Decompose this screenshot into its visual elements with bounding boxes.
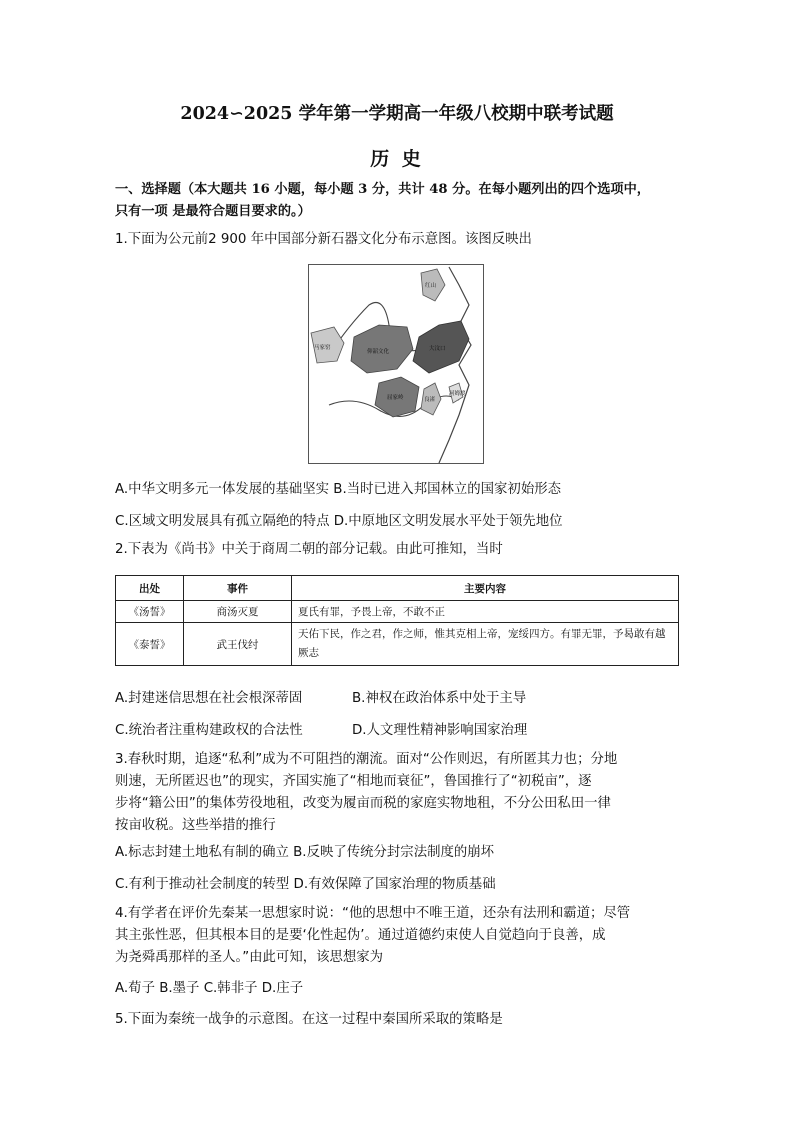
question-1-stem: 1.下面为公元前2 900 年中国部分新石器文化分布示意图。该图反映出: [115, 232, 532, 247]
table-cell: 夏氏有罪，予畏上帝，不敢不正: [292, 601, 679, 623]
question-3-stem: [115, 749, 690, 837]
section-heading-line2: 只有一项 是最符合题目要求的。）: [115, 204, 311, 219]
question-4-stem: [115, 903, 690, 969]
table-row: [116, 623, 679, 666]
table-cell: 天佑下民，作之君，作之师，惟其克相上帝，宠绥四方。有罪无罪，予曷敢有越厥志: [292, 623, 679, 666]
subject-title: 历 史: [370, 148, 424, 170]
question-3-line: 步将“籍公田”的集体劳役地租，改变为履亩而税的家庭实物地租，不分公田私田一律: [115, 796, 611, 811]
table-cell: 武王伐纣: [184, 623, 292, 666]
shangshu-records-table: [115, 575, 679, 666]
question-1-options-line1: A.中华文明多元一体发展的基础坚实 B.当时已进入邦国林立的国家初始形态: [115, 482, 561, 497]
table-cell: 《泰誓》: [116, 623, 184, 666]
map-label-qujialing: 屈家岭: [387, 395, 404, 401]
map-label-majiayao: 马家窑: [314, 345, 331, 351]
question-5-stem: 5.下面为秦统一战争的示意图。在这一过程中秦国所采取的策略是: [115, 1012, 503, 1027]
question-3-options-line1: A.标志封建土地私有制的确立 B.反映了传统分封宗法制度的崩坏: [115, 845, 495, 860]
question-2-option-b: B.神权在政治体系中处于主导: [352, 691, 527, 706]
map-label-dawenkou: 大汶口: [429, 346, 446, 352]
neolithic-culture-map: [308, 264, 484, 464]
map-drawing: [309, 265, 483, 463]
question-3-line: 3.春秋时期，追逐“私利”成为不可阻挡的潮流。面对“公作则迟，有所匿其力也；分地: [115, 752, 618, 767]
section-heading-line1: 一、选择题（本大题共 16 小题，每小题 3 分，共计 48 分。在每小题列出的四个选项中，: [115, 182, 650, 197]
map-label-hemudu: 河姆渡: [449, 391, 466, 397]
question-4-line: 其主张性恶，但其根本目的是要‘化性起伪’。通过道德约束使人自觉趋向于良善，成: [115, 928, 606, 943]
question-2-option-d: D.人文理性精神影响国家治理: [352, 723, 528, 738]
question-2-option-a: A.封建迷信思想在社会根深蒂固: [115, 691, 303, 706]
question-4-options: A.荀子 B.墨子 C.韩非子 D.庄子: [115, 981, 304, 996]
question-3-line: 按亩收税。这些举措的推行: [115, 818, 276, 833]
table-header: 事件: [184, 576, 292, 601]
table-header: 出处: [116, 576, 184, 601]
table-header-row: [116, 576, 679, 601]
question-1-options-line2: C.区域文明发展具有孤立隔绝的特点 D.中原地区文明发展水平处于领先地位: [115, 514, 563, 529]
question-2-stem: 2.下表为《尚书》中关于商周二朝的部分记载。由此可推知，当时: [115, 542, 503, 557]
table-cell: 《汤誓》: [116, 601, 184, 623]
question-4-line: 为尧舜禹那样的圣人。”由此可知，该思想家为: [115, 950, 384, 965]
section-heading: [115, 179, 690, 223]
map-label-yangshao: 仰韶文化: [367, 349, 390, 355]
question-3-line: 则速，无所匿迟也”的现实，齐国实施了“相地而衰征”，鲁国推行了“初税亩”，逐: [115, 774, 592, 789]
question-2-option-c: C.统治者注重构建政权的合法性: [115, 723, 303, 738]
question-4-line: 4.有学者在评价先秦某一思想家时说：“他的思想中不唯王道，还杂有法刑和霸道；尽管: [115, 906, 631, 921]
table-cell: 商汤灭夏: [184, 601, 292, 623]
question-3-options-line2: C.有利于推动社会制度的转型 D.有效保障了国家治理的物质基础: [115, 877, 496, 892]
exam-title: 2024∽2025 学年第一学期高一年级八校期中联考试题: [180, 104, 614, 124]
table-header: 主要内容: [292, 576, 679, 601]
map-label-hongshan: 红山: [425, 283, 437, 289]
map-label-liangzhu: 良渚: [424, 397, 436, 403]
table-row: [116, 601, 679, 623]
